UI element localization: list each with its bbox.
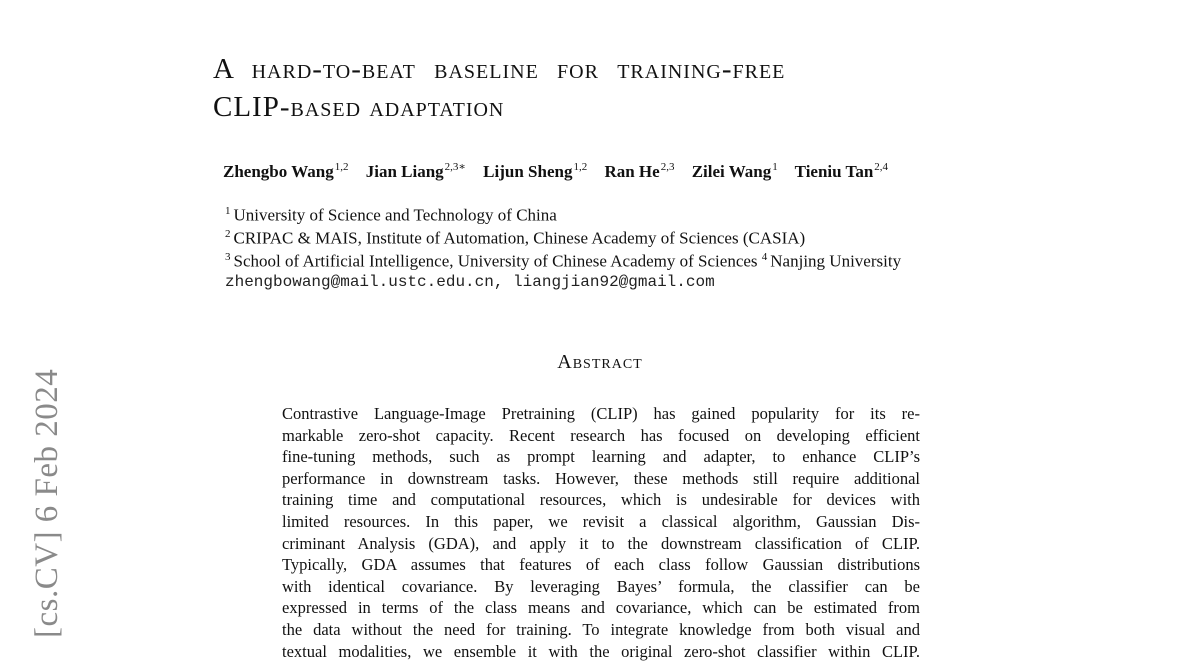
author <box>223 162 348 181</box>
affiliation-1 <box>225 205 557 226</box>
author-affiliation-mark: 2,3 <box>660 161 675 173</box>
affiliation-text: CRIPAC & MAIS, Institute of Automation, Chinese Academy of Sciences (CASIA) <box>233 228 806 248</box>
author <box>692 162 778 181</box>
paper-title <box>213 50 993 126</box>
author-name: Lijun Sheng <box>483 161 573 181</box>
affiliation-mark: 2 <box>225 228 231 240</box>
abstract-line: limited resources. In this paper, we revisit a classical algorithm, Gaussian Dis- <box>282 511 920 531</box>
author-affiliation-mark: 2,4 <box>874 161 889 173</box>
abstract-line: Typically, GDA assumes that features of each class follow Gaussian distributions <box>282 555 920 575</box>
affiliation-3 <box>225 251 901 272</box>
affiliation-text: School of Artificial Intelligence, University of Chinese Academy of Sciences <box>233 251 758 271</box>
affiliation-2 <box>225 228 805 249</box>
author-emails: zhengbowang@mail.ustc.edu.cn, liangjian92@gmail.com <box>225 273 715 291</box>
arxiv-stamp-text: [cs.CV] 6 Feb 2024 <box>29 368 65 638</box>
abstract-line: markable zero-shot capacity. Recent research has focused on developing efficient <box>282 425 920 445</box>
author-name: Zilei Wang <box>691 161 772 181</box>
abstract-line: fine-tuning methods, such as prompt learning and adapter, to enhance CLIP’s <box>282 447 920 467</box>
abstract-body <box>282 403 920 662</box>
affiliation-mark: 3 <box>225 251 231 263</box>
title-line-2: CLIP-based adaptation <box>213 91 505 123</box>
abstract-heading: Abstract <box>557 351 643 373</box>
abstract-line: performance in downstream tasks. However, these methods still require additional <box>282 468 920 488</box>
affiliation-text: Nanjing University <box>770 251 902 271</box>
author-affiliation-mark: 1,2 <box>334 161 349 173</box>
author <box>366 162 466 181</box>
abstract-line: with identical covariance. By leveraging Bayes’ formula, the classifier can be <box>282 576 920 596</box>
author-affiliation-mark: 1 <box>772 161 778 173</box>
abstract-line: textual modalities, we ensemble it with the original zero-shot classifier within CLIP. <box>282 641 920 661</box>
author <box>604 162 674 181</box>
author-name: Tieniu Tan <box>794 161 874 181</box>
affiliation-text: University of Science and Technology of China <box>233 205 557 225</box>
abstract-line: criminant Analysis (GDA), and apply it to the downstream classification of CLIP. <box>282 533 920 553</box>
author <box>483 162 587 181</box>
author-affiliation-mark: 1,2 <box>573 161 588 173</box>
author-name: Jian Liang <box>365 161 444 181</box>
author-affiliation-mark: 2,3∗ <box>444 161 466 173</box>
author-name: Zhengbo Wang <box>223 161 334 181</box>
title-line-1: A hard-to-beat baseline for training-free <box>213 53 786 85</box>
author-list <box>223 160 1043 182</box>
abstract-line: training time and computational resources, which is undesirable for devices with <box>282 490 920 510</box>
affiliation-mark: 4 <box>761 251 768 263</box>
author <box>795 162 888 181</box>
abstract-line: Contrastive Language-Image Pretraining (CLIP) has gained popularity for its re- <box>282 404 920 423</box>
author-name: Ran He <box>604 161 660 181</box>
abstract-line: expressed in terms of the class means and covariance, which can be estimated from <box>282 598 920 618</box>
affiliation-mark: 1 <box>225 205 231 217</box>
abstract-line: the data without the need for training. To integrate knowledge from both visual and <box>282 619 920 639</box>
